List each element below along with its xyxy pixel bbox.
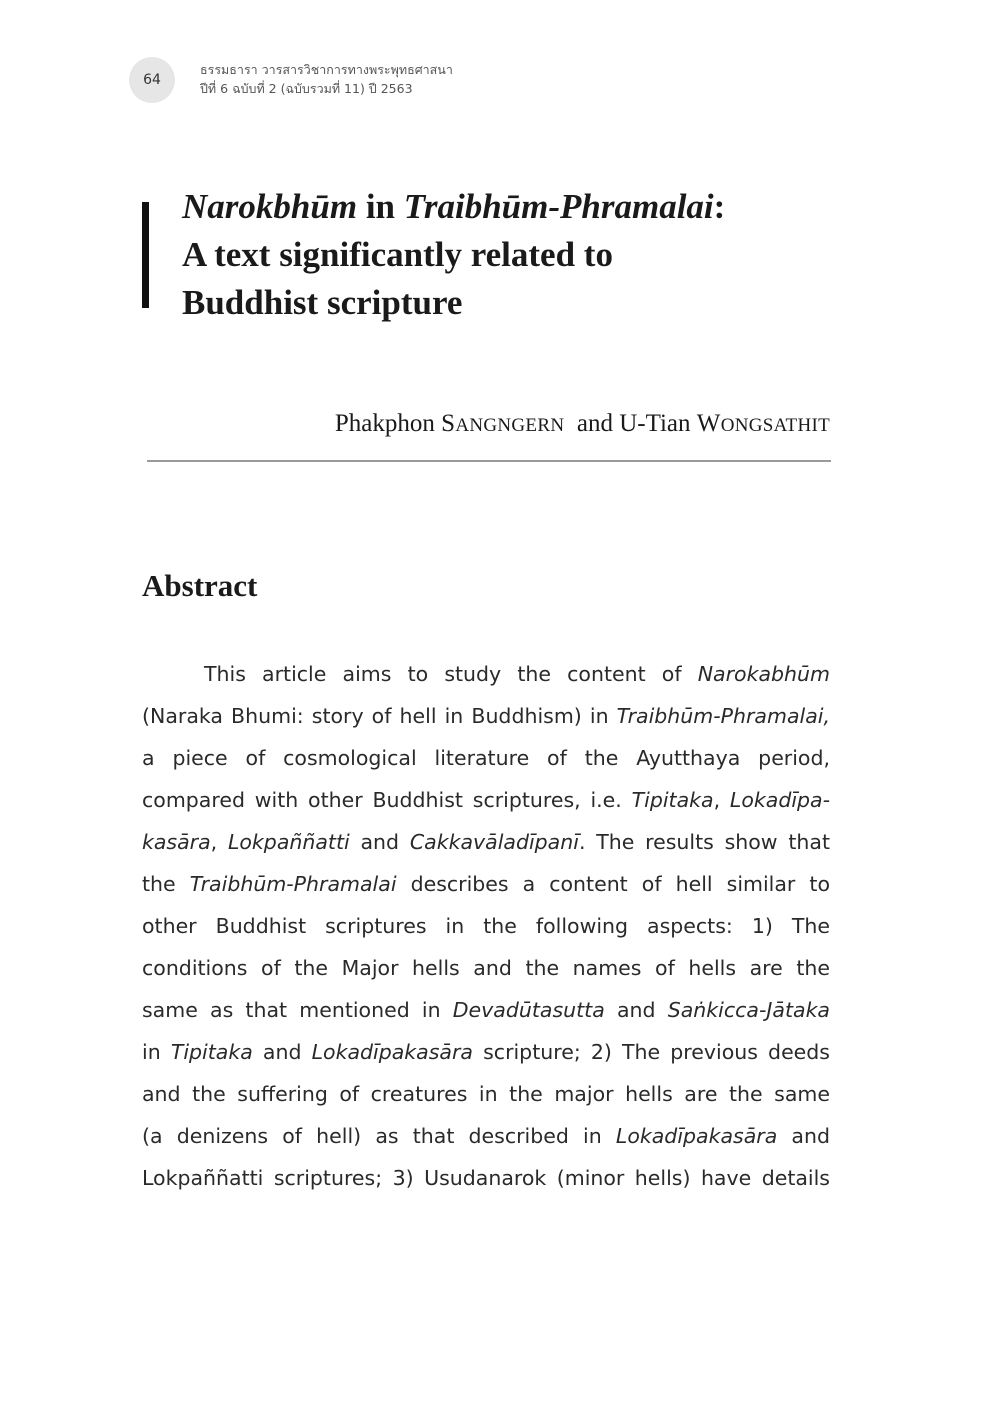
journal-header xyxy=(200,60,453,98)
abstract-heading: Abstract xyxy=(142,568,258,603)
abstract-line xyxy=(142,1073,830,1115)
abstract-text: conditions of the Major hells and the names of hells are the xyxy=(142,956,830,980)
title-line-3: Buddhist scripture xyxy=(182,283,463,322)
author-conjunction: and xyxy=(576,410,613,437)
abstract-line xyxy=(142,863,830,905)
abstract-text: compared with other Buddhist scriptures, i.e. xyxy=(142,788,632,812)
author-line xyxy=(335,410,830,438)
abstract-italic-text: Traibhūm-Phramalai, xyxy=(616,704,830,728)
abstract-line xyxy=(142,737,830,779)
abstract-line xyxy=(142,1115,830,1157)
abstract-line xyxy=(142,1031,830,1073)
abstract-italic-text: Lokpaññatti xyxy=(227,830,350,854)
abstract-line xyxy=(142,695,830,737)
abstract-italic-text: Traibhūm-Phramalai xyxy=(189,872,397,896)
abstract-text: and xyxy=(252,1040,312,1064)
abstract-line xyxy=(142,989,830,1031)
abstract-line xyxy=(142,905,830,947)
abstract-italic-text: Tipitaka xyxy=(631,788,714,812)
abstract-line xyxy=(142,1157,830,1199)
divider-rule xyxy=(147,460,831,462)
abstract-text: (Naraka Bhumi: story of hell in Buddhism) in xyxy=(142,704,617,728)
title-line-1 xyxy=(182,183,862,231)
abstract-text: and xyxy=(349,830,410,854)
abstract-text: and xyxy=(604,998,668,1022)
abstract-line xyxy=(142,821,830,863)
title-segment: : xyxy=(713,187,726,226)
abstract-text: a piece of cosmological literature of the Ayutthaya period, xyxy=(142,746,830,770)
author2-last-name: WONGSATHIT xyxy=(696,410,830,437)
author1-last-name: SANGNGERN xyxy=(441,410,565,437)
author2-first-name: U-Tian xyxy=(619,410,691,437)
abstract-text: the xyxy=(142,872,190,896)
abstract-italic-text: Lokadīpakasāra xyxy=(615,1124,778,1148)
abstract-body xyxy=(142,653,830,1199)
journal-issue: ปีที่ 6 ฉบับที่ 2 (ฉบับรวมที่ 11) ปี 2563 xyxy=(200,81,413,96)
title-segment: Traibhūm-Phramalai xyxy=(403,187,714,226)
abstract-italic-text: kasāra xyxy=(142,830,211,854)
abstract-text: , xyxy=(210,830,228,854)
abstract-line xyxy=(142,653,830,695)
journal-name: ธรรมธารา วารสารวิชาการทางพระพุทธศาสนา xyxy=(200,62,453,77)
title-line-2: A text significantly related to xyxy=(182,235,613,274)
abstract-italic-text: Lokadīpa- xyxy=(729,788,830,812)
abstract-italic-text: Devadūtasutta xyxy=(452,998,605,1022)
author1-first-name: Phakphon xyxy=(334,410,435,437)
title-segment: Narokbhūm xyxy=(182,187,358,226)
abstract-italic-text: Tipitaka xyxy=(170,1040,253,1064)
abstract-line xyxy=(142,779,830,821)
page-number: 64 xyxy=(143,72,161,88)
abstract-text: Lokpaññatti scriptures; 3) Usudanarok (minor hells) have details xyxy=(142,1166,830,1190)
abstract-text: same as that mentioned in xyxy=(142,998,453,1022)
abstract-text: This article aims to study the content of xyxy=(204,662,698,686)
title-accent-bar xyxy=(142,202,149,308)
abstract-text: describes a content of hell similar to xyxy=(396,872,830,896)
abstract-text: (a denizens of hell) as that described in xyxy=(142,1124,616,1148)
abstract-italic-text: Cakkavāladīpanī xyxy=(409,830,579,854)
abstract-text: scripture; 2) The previous deeds xyxy=(472,1040,830,1064)
article-title xyxy=(182,183,862,327)
abstract-text: . The results show that xyxy=(578,830,830,854)
abstract-italic-text: Lokadīpakasāra xyxy=(311,1040,473,1064)
abstract-text: other Buddhist scriptures in the following aspects: 1) The xyxy=(142,914,830,938)
abstract-italic-text: Saṅkicca-Jātaka xyxy=(667,998,830,1022)
abstract-text: and the suffering of creatures in the major hells are the same xyxy=(142,1082,830,1106)
title-segment: in xyxy=(357,187,404,226)
abstract-text: in xyxy=(142,1040,171,1064)
abstract-text: , xyxy=(713,788,730,812)
abstract-italic-text: Narokabhūm xyxy=(697,662,830,686)
abstract-line xyxy=(142,947,830,989)
page-number-badge xyxy=(129,57,175,103)
abstract-text: and xyxy=(777,1124,830,1148)
